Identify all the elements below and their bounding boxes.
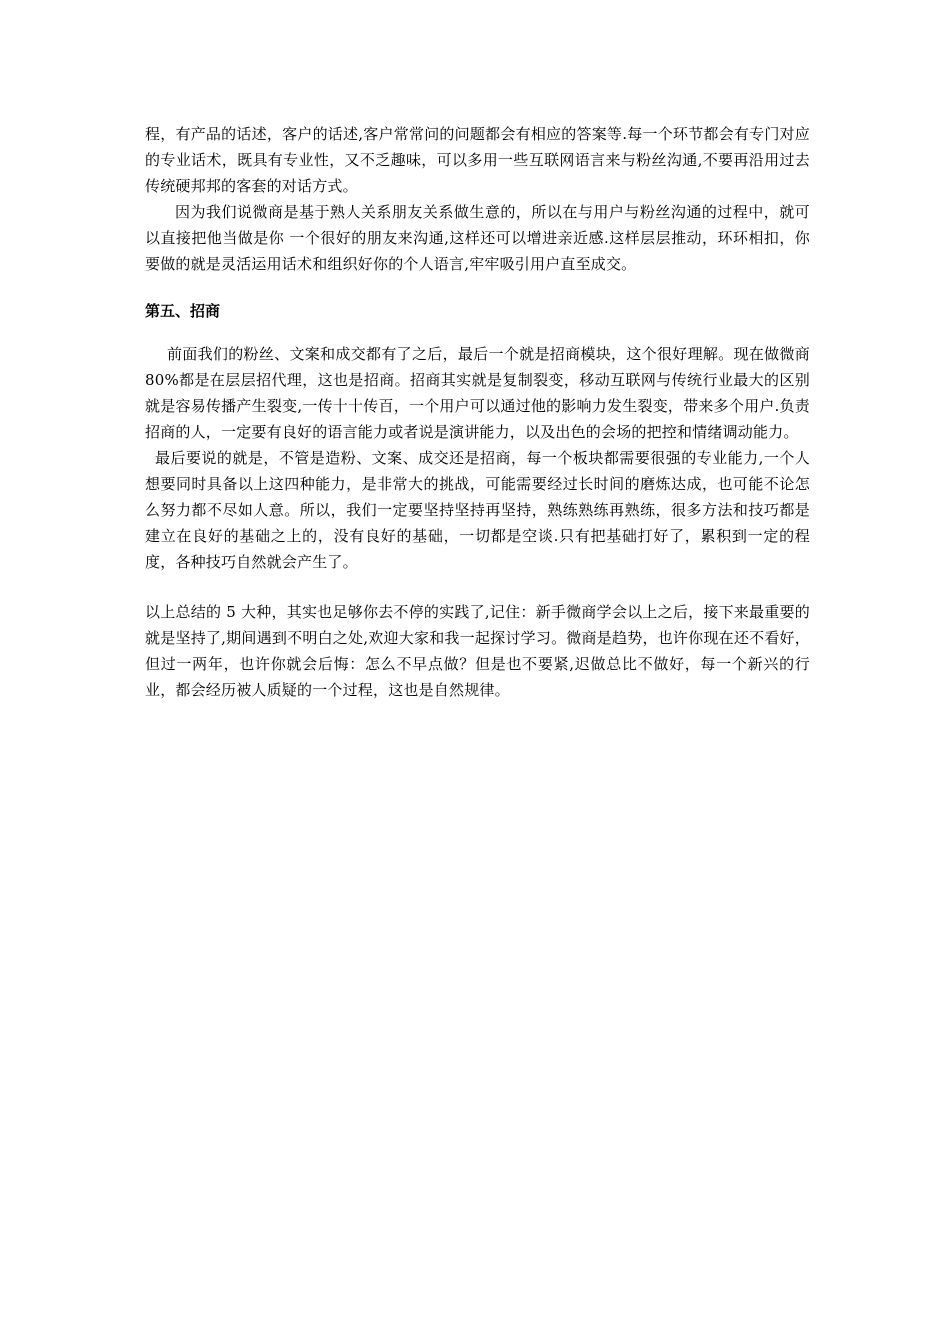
section-heading-recruitment: 第五、招商 — [145, 302, 221, 320]
paragraph-continuation: 程，有产品的话述，客户的话述,客户常常问的问题都会有相应的答案等.每一个环节都会有专门对应的专业话术，既具有专业性，又不乏趣味，可以多用一些互联网语言来与粉丝沟通,不要再沿用过去传统硬邦邦的客套的对话方式。 — [145, 125, 810, 195]
paragraph-persistence: 最后要说的就是，不管是造粉、文案、成交还是招商，每一个板块都需要很强的专业能力,一个人想要同时具备以上这四种能力，是非常大的挑战，可能需要经过长时间的磨炼达成，也可能不论怎么努力都不尽如人意。所以，我们一定要坚持坚持再坚持，熟练熟练再熟练，很多方法和技巧都是建立在良好的基础之上的，没有良好的基础，一切都是空谈.只有把基础打好了，累积到一定的程度，各种技巧自然就会产生了。 — [145, 449, 810, 571]
paragraph-acquaintance-relations: 因为我们说微商是基于熟人关系朋友关系做生意的，所以在与用户与粉丝沟通的过程中，就可以直接把他当做是你 一个很好的朋友来沟通,这样还可以增进亲近感.这样层层推动，环环相扣，你要做的就是灵活运用话术和组织好你的个人语言,牢牢吸引用户直至成交。 — [145, 203, 810, 273]
paragraph-summary: 以上总结的 5 大种，其实也足够你去不停的实践了,记住：新手微商学会以上之后，接下来最重要的就是坚持了,期间遇到不明白之处,欢迎大家和我一起探讨学习。微商是趋势，也许你现在还不看好，但过一两年，也许你就会后悔：怎么不早点做？但是也不要紧,迟做总比不做好，每一个新兴的行业，都会经历被人质疑的一个过程，这也是自然规律。 — [145, 603, 810, 699]
document-body — [145, 121, 810, 703]
paragraph-recruitment: 前面我们的粉丝、文案和成交都有了之后，最后一个就是招商模块，这个很好理解。现在做微商 80%都是在层层招代理，这也是招商。招商其实就是复制裂变，移动互联网与传统行业最大的区别就是容易传播产生裂变,一传十十传百，一个用户可以通过他的影响力发生裂变，带来多个用户.负责招商的人，一定要有良好的语言能力或者说是演讲能力，以及出色的会场的把控和情绪调动能力。 — [145, 345, 810, 441]
